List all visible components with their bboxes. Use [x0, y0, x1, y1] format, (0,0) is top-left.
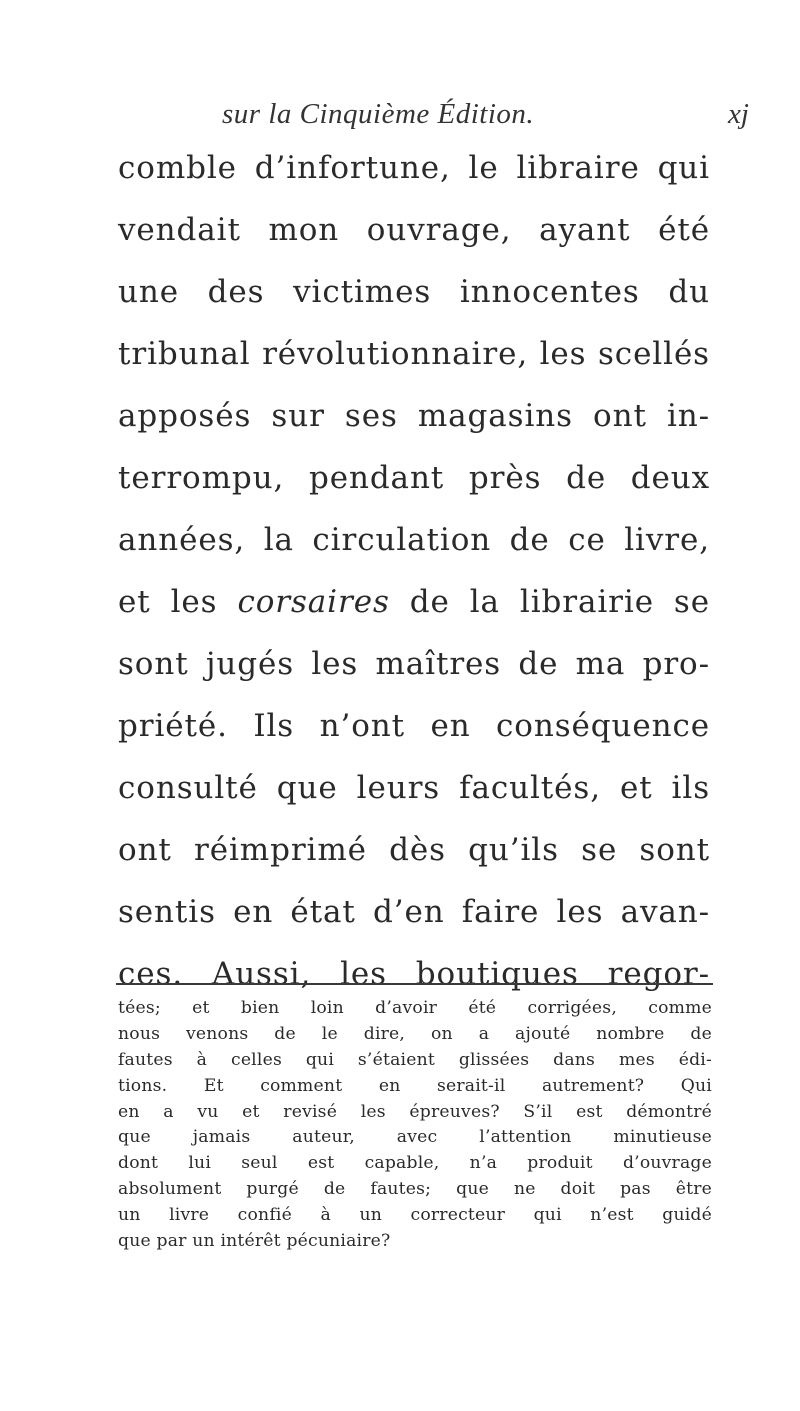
footnote-line: dont lui seul est capable, n’a produit d’ouvrage [118, 1153, 712, 1174]
footnote-line: un livre confié à un correcteur qui n’est guidé [118, 1205, 712, 1226]
footnote-line: que par un intérêt pécuniaire? [118, 1231, 391, 1252]
text-line: comble d’infortune, le libraire qui [118, 150, 710, 186]
text-line: consulté que leurs facultés, et ils [118, 770, 710, 806]
main-text [118, 137, 710, 1005]
text-segment: de la librairie se [409, 584, 710, 620]
footnote-line: fautes à celles qui s’étaient glissées dans mes édi- [118, 1049, 712, 1070]
text-segment: et les [118, 584, 218, 620]
running-title: sur la Cinquième Édition. [222, 98, 535, 130]
text-line: ces. Aussi, les boutiques regor- [118, 956, 710, 992]
text-line: sont jugés les maîtres de ma pro- [118, 646, 710, 682]
text-line: sentis en état d’en faire les avan- [118, 894, 710, 930]
text-line: années, la circulation de ce livre, [118, 522, 710, 558]
text-line: vendait mon ouvrage, ayant été [118, 212, 710, 248]
text-line-with-italic [118, 571, 710, 633]
text-line: terrompu, pendant près de deux [118, 460, 710, 496]
text-line: priété. Ils n’ont en conséquence [118, 708, 710, 744]
page-number: xj [728, 98, 749, 130]
footnote-line: tées; et bien loin d’avoir été corrigées, comme [118, 998, 712, 1018]
footnote-line: en a vu et revisé les épreuves? S’il est démontré [118, 1101, 712, 1122]
footnote-line: que jamais auteur, avec l’attention minutieuse [118, 1127, 712, 1148]
footnote-line: nous venons de le dire, on a ajouté nombre de [118, 1023, 712, 1044]
text-line: apposés sur ses magasins ont in- [118, 398, 710, 434]
italic-term-corsaires: corsaires [237, 584, 390, 620]
text-line: tribunal révolutionnaire, les scellés [118, 336, 710, 372]
footnote-line: absolument purgé de fautes; que ne doit pas être [118, 1179, 712, 1200]
footnote [118, 996, 712, 1255]
footnote-line: tions. Et comment en serait-il autrement? Qui [118, 1075, 712, 1096]
text-line: une des victimes innocentes du [118, 274, 710, 310]
footnote-divider [116, 983, 713, 985]
text-line: ont réimprimé dès qu’ils se sont [118, 832, 710, 868]
